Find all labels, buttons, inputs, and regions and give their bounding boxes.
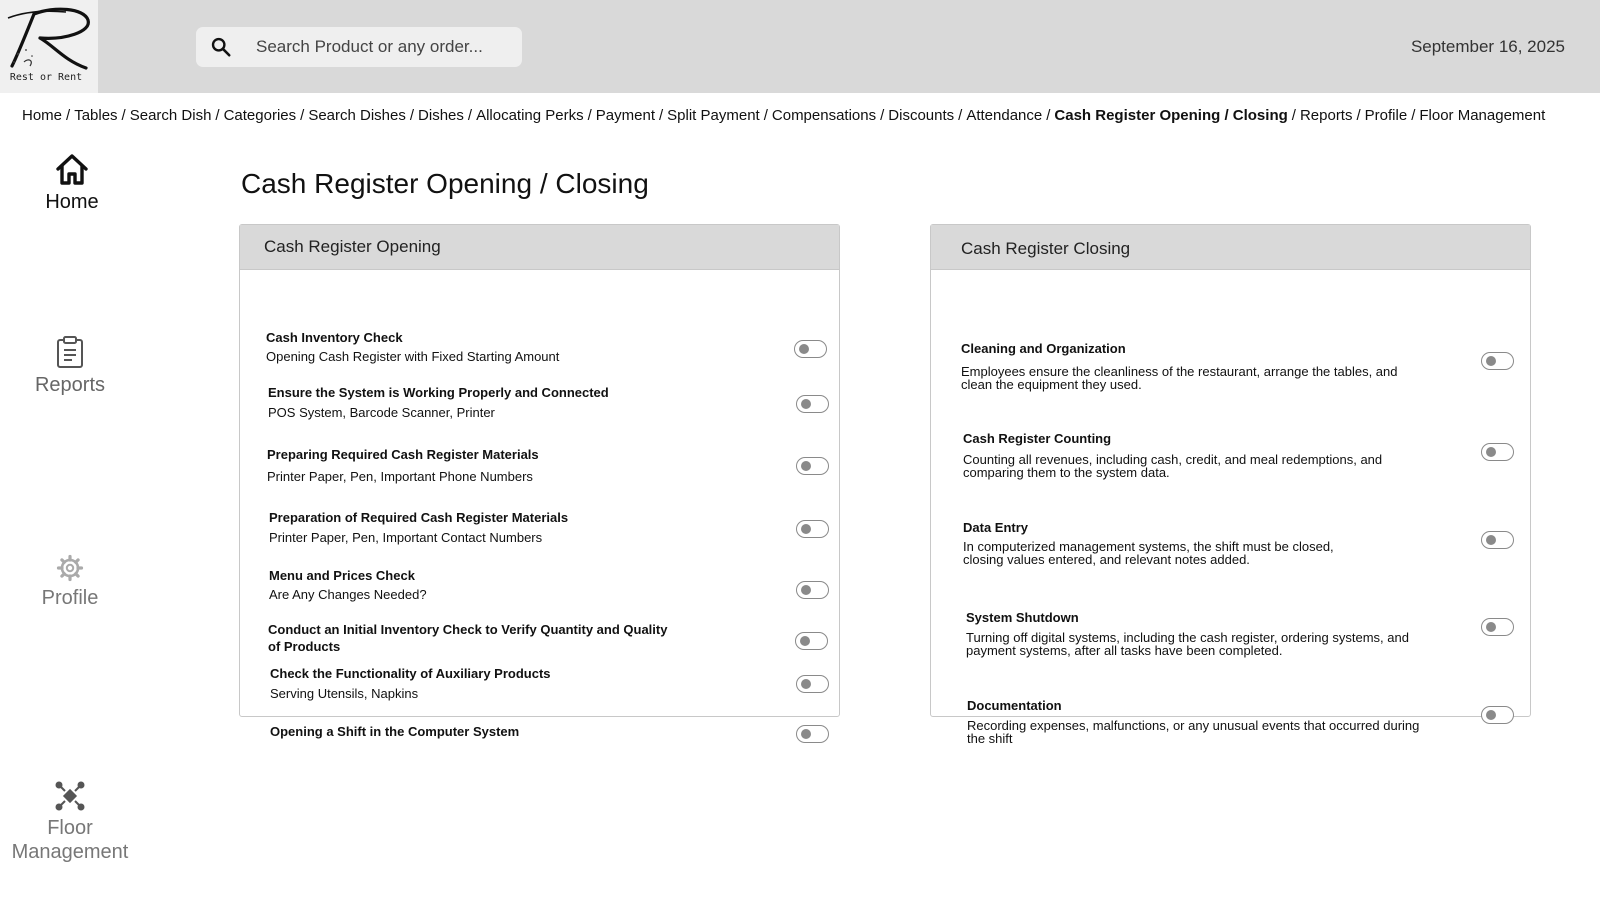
sidebar-item-label: Profile [41,587,99,609]
breadcrumb-search-dishes[interactable]: Search Dishes [308,107,406,124]
panel-title: Cash Register Closing [931,225,1530,270]
logo-mark-icon [4,4,92,72]
toggle-switch[interactable] [795,632,828,650]
breadcrumb-discounts[interactable]: Discounts [888,107,955,124]
sidebar-item-label: Home [45,191,99,213]
item-description-continued: payment systems, after all tasks have been completed. [966,643,1283,658]
page-title: Cash Register Opening / Closing [241,168,649,199]
item-title: Ensure the System is Working Properly and Connected [268,385,609,400]
item-title: Preparation of Required Cash Register Materials [269,510,569,525]
cash-register-opening-panel [239,224,840,739]
item-title: Cleaning and Organization [961,341,1126,356]
toggle-switch[interactable] [796,581,829,599]
sidebar-item-home[interactable] [30,152,114,214]
sidebar-item-label: Reports [34,374,106,396]
toggle-switch[interactable] [1481,706,1514,724]
item-description: Opening Cash Register with Fixed Starting Amount [266,349,560,364]
breadcrumb: Home / Tables / Search Dish / Categories / Search Dishes / Dishes / Allocating Perks / Payment / Split Payment / Compensations / Discounts / Attendance / Cash Register Opening / Closing / Reports / Profile / Floor Management [22,107,1546,124]
item-title: Documentation [967,698,1062,713]
toggle-switch[interactable] [1481,352,1514,370]
item-title: Cash Register Counting [963,431,1112,446]
item-description: Are Any Changes Needed? [269,587,427,602]
floor-plan-icon [54,780,86,812]
search-bar[interactable] [196,27,522,67]
breadcrumb-floor-management[interactable]: Floor Management [1419,107,1546,124]
breadcrumb-cash-register[interactable]: Cash Register Opening / Closing [1054,107,1288,124]
search-input[interactable] [256,27,516,67]
clipboard-icon [55,335,85,369]
item-title: Conduct an Initial Inventory Check to Verify Quantity and Quality [268,622,668,637]
item-description: Counting all revenues, including cash, credit, and meal redemptions, and [963,452,1383,467]
item-title: System Shutdown [966,610,1079,625]
sidebar-item-profile[interactable] [24,554,116,610]
item-title: Data Entry [963,520,1029,535]
item-description-continued: the shift [967,731,1013,746]
item-title: Menu and Prices Check [269,568,415,583]
item-description: Printer Paper, Pen, Important Contact Numbers [269,530,543,545]
breadcrumb-split-payment[interactable]: Split Payment [667,107,760,124]
breadcrumb-allocating-perks[interactable]: Allocating Perks [476,107,584,124]
gear-icon [56,554,84,582]
toggle-switch[interactable] [796,520,829,538]
item-title: Check the Functionality of Auxiliary Products [270,666,551,681]
cash-register-closing-panel [930,224,1531,746]
breadcrumb-dishes[interactable]: Dishes [418,107,464,124]
top-bar [0,0,1600,93]
sidebar-item-floor-management[interactable] [4,780,136,864]
breadcrumb-payment[interactable]: Payment [595,107,655,124]
breadcrumb-tables[interactable]: Tables [74,107,118,124]
sidebar-item-reports[interactable] [24,335,116,397]
item-description-continued: clean the equipment they used. [961,377,1142,392]
toggle-switch[interactable] [794,340,827,358]
item-description: In computerized management systems, the shift must be closed, [963,539,1334,554]
toggle-switch[interactable] [796,675,829,693]
sidebar-item-label: Floor [47,817,93,839]
item-title: Preparing Required Cash Register Materials [267,447,539,462]
search-icon[interactable] [210,36,232,58]
breadcrumb-categories[interactable]: Categories [223,107,297,124]
item-description: POS System, Barcode Scanner, Printer [268,405,495,420]
breadcrumb-attendance[interactable]: Attendance [966,107,1043,124]
toggle-switch[interactable] [1481,618,1514,636]
breadcrumb-search-dish[interactable]: Search Dish [129,107,212,124]
toggle-switch[interactable] [796,457,829,475]
item-title-continued: of Products [268,639,341,654]
item-description: Recording expenses, malfunctions, or any unusual events that occurred during [967,718,1420,733]
toggle-switch[interactable] [796,395,829,413]
sidebar-item-label: Management [11,841,129,863]
logo[interactable] [0,0,98,93]
item-title: Opening a Shift in the Computer System [270,724,520,739]
breadcrumb-reports[interactable]: Reports [1299,107,1353,124]
item-description-continued: closing values entered, and relevant notes added. [963,552,1250,567]
toggle-switch[interactable] [1481,531,1514,549]
item-title: Cash Inventory Check [266,330,403,345]
item-description: Employees ensure the cleanliness of the restaurant, arrange the tables, and [961,364,1398,379]
item-description: Printer Paper, Pen, Important Phone Numbers [267,469,533,484]
breadcrumb-home[interactable]: Home [22,107,63,124]
item-description: Serving Utensils, Napkins [270,686,419,701]
toggle-switch[interactable] [1481,443,1514,461]
breadcrumb-profile[interactable]: Profile [1364,107,1408,124]
item-description: Turning off digital systems, including the cash register, ordering systems, and [966,630,1409,645]
breadcrumb-compensations[interactable]: Compensations [771,107,877,124]
logo-text: Rest or Rent [9,72,83,83]
current-date: September 16, 2025 [1410,37,1565,56]
panel-title: Cash Register Opening [240,225,839,270]
item-description-continued: comparing them to the system data. [963,465,1170,480]
toggle-switch[interactable] [796,725,829,743]
home-icon [54,152,90,186]
